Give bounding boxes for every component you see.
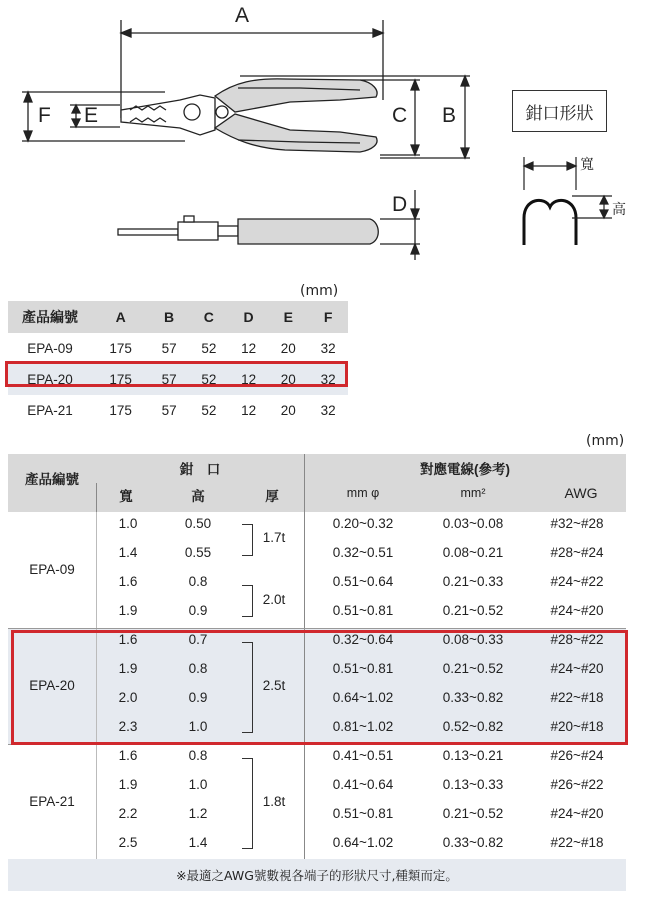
header-a: A <box>92 301 149 333</box>
header-e: E <box>268 301 308 333</box>
header-wire: 對應電線(參考) <box>420 462 510 477</box>
wire-mm-phi-cell: 0.51~0.81 <box>332 661 394 676</box>
wire-mm2-cell: 0.21~0.33 <box>442 574 504 589</box>
wire-mm-phi-cell: 0.51~0.81 <box>332 806 394 821</box>
jaw-height-cell: 0.50 <box>184 516 212 531</box>
header-awg: AWG <box>564 485 598 501</box>
header-height: 高 <box>191 489 205 504</box>
jaw-height-cell: 1.0 <box>188 719 208 734</box>
wire-awg-cell: #20~#18 <box>550 719 604 734</box>
jaw-height-cell: 0.8 <box>188 748 208 763</box>
jaw-height-cell: 1.0 <box>188 777 208 792</box>
wire-mm2-cell: 0.13~0.33 <box>442 777 504 792</box>
jaw-height-cell: 1.2 <box>188 806 208 821</box>
wire-mm-phi-cell: 0.41~0.64 <box>332 777 394 792</box>
highlight-epa-20-row <box>5 361 348 387</box>
jaw-height-cell: 0.8 <box>188 574 208 589</box>
dimension-label-e: E <box>84 104 99 127</box>
header-jaw: 鉗 口 <box>179 462 221 477</box>
wire-awg-cell: #24~#20 <box>550 806 604 821</box>
bracket <box>242 524 253 556</box>
wire-mm2-cell: 0.33~0.82 <box>442 835 504 850</box>
cell: 175 <box>109 372 132 387</box>
header-d: D <box>229 301 269 333</box>
dimension-label-b: B <box>442 104 457 127</box>
wire-mm-phi-cell: 0.32~0.51 <box>332 545 394 560</box>
wire-mm2-cell: 0.13~0.21 <box>442 748 504 763</box>
header-f: F <box>308 301 348 333</box>
wire-mm2-cell: 0.03~0.08 <box>442 516 504 531</box>
cell: 175 <box>109 341 132 356</box>
wire-mm-phi-cell: 0.41~0.51 <box>332 748 394 763</box>
product-epa-20: EPA-20 <box>29 678 75 693</box>
cell: 52 <box>201 403 217 418</box>
cell: EPA-21 <box>27 403 73 418</box>
wire-mm2-cell: 0.21~0.52 <box>442 806 504 821</box>
wire-mm2-cell: 0.52~0.82 <box>442 719 504 734</box>
cell: 12 <box>241 341 257 356</box>
thickness-1-8t: 1.8t <box>262 794 286 809</box>
thickness-2-0t: 2.0t <box>262 592 286 607</box>
jaw-width-label: 寬 <box>580 157 594 173</box>
wire-awg-cell: #24~#22 <box>550 574 604 589</box>
cell: 57 <box>161 403 177 418</box>
jaw-width-cell: 1.4 <box>118 545 138 560</box>
wire-awg-cell: #32~#28 <box>550 516 604 531</box>
wire-awg-cell: #22~#18 <box>550 835 604 850</box>
jaw-width-cell: 2.2 <box>118 806 138 821</box>
jaw-shape-title: 鉗口形狀 <box>512 90 607 132</box>
wire-awg-cell: #28~#22 <box>550 632 604 647</box>
cell: 57 <box>161 341 177 356</box>
dimension-label-d: D <box>392 193 408 216</box>
jaw-width-cell: 2.3 <box>118 719 138 734</box>
wire-mm-phi-cell: 0.32~0.64 <box>332 632 394 647</box>
dimension-label-f: F <box>38 104 51 127</box>
jaw-width-cell: 1.9 <box>118 603 138 618</box>
jaw-height-cell: 0.8 <box>188 661 208 676</box>
cell: 20 <box>280 403 296 418</box>
header-thickness: 厚 <box>265 489 279 504</box>
jaw-height-cell: 0.55 <box>184 545 212 560</box>
jaw-height-cell: 0.7 <box>188 632 208 647</box>
jaw-width-cell: 1.9 <box>118 777 138 792</box>
cell: 52 <box>201 341 217 356</box>
wire-awg-cell: #24~#20 <box>550 603 604 618</box>
jaw-width-cell: 2.5 <box>118 835 138 850</box>
jaw-height-cell: 1.4 <box>188 835 208 850</box>
footnote: ※最適之AWG號數視各端子的形狀尺寸,種類而定。 <box>8 859 626 891</box>
cell: 52 <box>201 372 217 387</box>
product-epa-21: EPA-21 <box>29 794 75 809</box>
jaw-width-cell: 1.0 <box>118 516 138 531</box>
cell: EPA-20 <box>27 372 73 387</box>
jaw-height-label: 高 <box>612 202 626 218</box>
wire-mm2-cell: 0.33~0.82 <box>442 690 504 705</box>
wire-awg-cell: #28~#24 <box>550 545 604 560</box>
wire-mm-phi-cell: 0.64~1.02 <box>332 690 394 705</box>
product-epa-09: EPA-09 <box>29 562 75 577</box>
cell: 32 <box>320 372 336 387</box>
cell: 12 <box>241 372 257 387</box>
table1-unit: (mm) <box>300 283 339 299</box>
cell: 57 <box>161 372 177 387</box>
wire-awg-cell: #22~#18 <box>550 690 604 705</box>
wire-mm2-cell: 0.08~0.21 <box>442 545 504 560</box>
cell: 20 <box>280 341 296 356</box>
table-header-row <box>8 301 348 333</box>
wire-mm-phi-cell: 0.64~1.02 <box>332 835 394 850</box>
dimension-label-a: A <box>235 4 250 27</box>
wire-mm2-cell: 0.21~0.52 <box>442 603 504 618</box>
header-product: 產品編號 <box>8 301 92 333</box>
wire-spec-table <box>8 454 626 894</box>
jaw-width-cell: 2.0 <box>118 690 138 705</box>
wire-awg-cell: #24~#20 <box>550 661 604 676</box>
table-row <box>8 395 348 426</box>
wire-mm-phi-cell: 0.51~0.81 <box>332 603 394 618</box>
header-b: B <box>149 301 189 333</box>
table-row <box>8 333 348 364</box>
bracket <box>242 758 253 849</box>
jaw-height-cell: 0.9 <box>188 690 208 705</box>
header-product: 產品編號 <box>25 472 79 487</box>
header-mm2: mm² <box>460 486 486 500</box>
wire-mm-phi-cell: 0.51~0.64 <box>332 574 394 589</box>
dimension-label-c: C <box>392 104 408 127</box>
wire-mm2-cell: 0.08~0.33 <box>442 632 504 647</box>
header-mm-phi: mm φ <box>346 486 380 500</box>
wire-awg-cell: #26~#24 <box>550 748 604 763</box>
cell: 20 <box>280 372 296 387</box>
plier-diagram <box>0 0 669 270</box>
cell: 32 <box>320 341 336 356</box>
wire-awg-cell: #26~#22 <box>550 777 604 792</box>
cell: EPA-09 <box>27 341 73 356</box>
cell: 12 <box>241 403 257 418</box>
wire-mm-phi-cell: 0.20~0.32 <box>332 516 394 531</box>
header-width: 寬 <box>119 489 133 504</box>
cell: 32 <box>320 403 336 418</box>
cell: 175 <box>109 403 132 418</box>
wire-mm-phi-cell: 0.81~1.02 <box>332 719 394 734</box>
jaw-width-cell: 1.9 <box>118 661 138 676</box>
thickness-1-7t: 1.7t <box>262 530 286 545</box>
jaw-width-cell: 1.6 <box>118 574 138 589</box>
highlight-epa-20-group <box>11 630 628 745</box>
jaw-height-cell: 0.9 <box>188 603 208 618</box>
bracket <box>242 585 253 617</box>
header-c: C <box>189 301 229 333</box>
table2-unit: (mm) <box>586 433 625 449</box>
jaw-width-cell: 1.6 <box>118 748 138 763</box>
jaw-width-cell: 1.6 <box>118 632 138 647</box>
wire-mm2-cell: 0.21~0.52 <box>442 661 504 676</box>
thickness-2-5t: 2.5t <box>262 678 286 693</box>
